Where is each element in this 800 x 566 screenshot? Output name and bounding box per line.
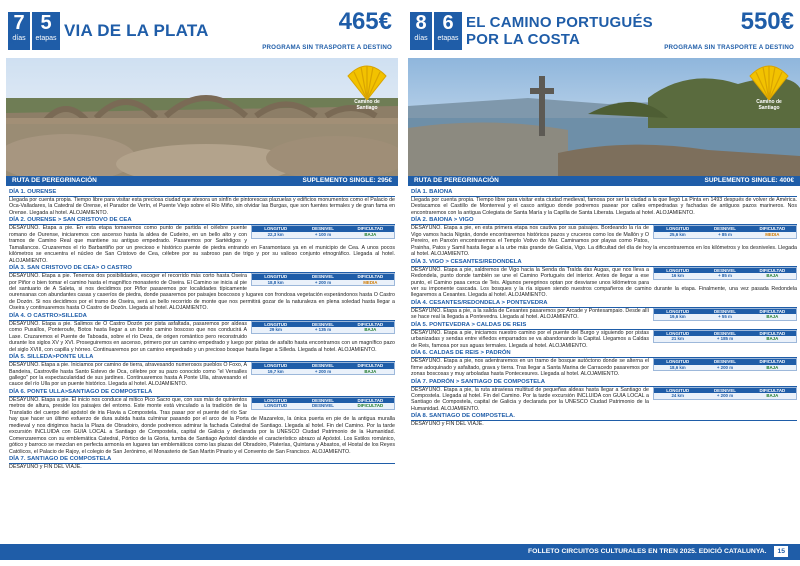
- stats-header-cell: DESNIVEL: [701, 388, 748, 394]
- right-page: [408, 0, 800, 566]
- day-description: DESAYUNO. Etapa a pie, nos adentraremos en un tramo de bosque autóctono donde se alterna el firme adoquinado y asfaltado, grava y tierra. Tras llegar a Santa Marina de Carracedo pasaremos por zonas boscosas y muy arboladas hasta Pontecesures. Llegada al hotel. ALOJAMIENTO.: [411, 358, 649, 378]
- stats-header-cell: DIFICULTAD: [749, 359, 796, 365]
- stage-difficulty: BAJA: [347, 327, 394, 333]
- stats-header-cell: DESNIVEL: [299, 322, 346, 328]
- day-heading: DÍA 3. VIGO > CESANTES/REDONDELA: [411, 259, 797, 267]
- stage-stats: [251, 362, 395, 375]
- stage-stats: [653, 308, 797, 321]
- day-heading: DÍA 7. PADRÓN > SANTIAGO DE COMPOSTELA: [411, 379, 797, 387]
- day-description: Llegada por cuenta propia. Tiempo libre para visitar esta preciosa ciudad que atesora un sinfín de pintorescas plazuelas y edificios monumentos como el Palacio de Oca-Valladares, la Catedral de Orense, el Parador de Verín, el Puente Viejo sobre el Río Miño, sin olvidar las Burgas, que son fuentes termales y de gran fama en Orense. Llegada al hotel. ALOJAMIENTO.: [9, 197, 395, 216]
- tour-price: 465€: [338, 8, 392, 35]
- scallop-shell-icon: [746, 62, 792, 102]
- days-badge: 8 días: [410, 12, 432, 50]
- stages-badge: 6 etapas: [434, 12, 462, 50]
- stats-header-cell: DIFICULTAD: [347, 322, 394, 328]
- tour-price: 550€: [740, 8, 794, 35]
- tour-title: VIA DE LA PLATA: [64, 21, 209, 40]
- stage-length: 29 km: [252, 327, 299, 333]
- stage-elevation: + 200 m: [701, 393, 748, 399]
- stages-badge: 5 etapas: [32, 12, 60, 50]
- stage-difficulty: BAJA: [749, 336, 796, 342]
- day-description: DESAYUNO. Etapa a pie. Iniciamos por camino de tierra, atravesando numerosos pueblos O Foxo, A Bandeira, Castroville hasta Santo Estevo de Oca, célebre por su pazo conocido como "el Versalles gallego" por la espectacularidad de sus jardines. Continuaremos hasta A Ponte Ulla, atravesando el cauce del río Ulla por un puente histórico. Llegada al hotel. ALOJAMIENTO.: [9, 362, 247, 388]
- day-description: DESAYUNO. Etapa a pie. Tenemos dos posibilidades, escoger el recorrido más corto hasta Oseira por Piñor o bien tomar el camino hasta el magnífico monasterio de Oseira. El Camino se inicia al pie del santuario de A Saleta, si nos decidimos por Piñor pasaremos por localidades típicamente ourensanas con abundantes casas y caseríos de piedra, donde pasaremos por paisajes boscosos y lugares con frondosa vegetación esperándonos hasta O Castro de Dozón. Si nos decidimos por el tramo de Oseira, será un bello recorrido de monte que nos permitirá gozar de la naturaleza en plena soledad hasta llegar a Oseira y continuaremos hasta O Castro de Dozón. Llegada al hotel. ALOJAMIENTO.: [9, 273, 395, 312]
- day-heading: DÍA 6. PONTE ULLA>SANTIAGO DE COMPOSTELA: [9, 389, 395, 397]
- footer-text: FOLLETO CIRCUITOS CULTURALES EN TREN 2025. EDICIÓ CATALUNYA.: [528, 548, 767, 555]
- left-page: [6, 0, 398, 566]
- day-description: DESAYUNO. Etapa a pie. En esta etapa tomaremos como punto de partida el célebre puente romano de Ourense, iniciaremos con ascenso hasta la aldea de Cudeiro, en un bello alto y con tramos de Camino Real que mantiene su antiguo empedrado. Pasaremos por Sartédigos y Tamallancos. Cruzaremos el río Barbantiño por un precioso e histórico puente de piedra entrando en Faramontaos ya en el municipio de Cea. A unos pocos kilómetros se encuentra el núcleo de San Cristovo de Cea, célebre por su sabroso pan de trigo y por su valioso conjunto etnográfico. Llegada al hotel. ALOJAMIENTO.: [9, 225, 395, 264]
- stats-header-cell: DIFICULTAD: [749, 268, 796, 274]
- route-strip: RUTA DE PEREGRINACIÓN SUPLEMENTO SINGLE: 400€: [408, 176, 800, 186]
- stage-difficulty: BAJA: [749, 365, 796, 371]
- tour-header: [6, 0, 398, 58]
- camino-shell-logo: Camino de Santiago: [746, 62, 792, 110]
- stats-header-cell: DESNIVEL: [701, 309, 748, 315]
- stats-header-cell: DIFICULTAD: [347, 398, 394, 404]
- day-heading: DÍA 6. CALDAS DE REIS > PADRÓN: [411, 350, 797, 358]
- stage-stats: [653, 330, 797, 343]
- stage-stats: [653, 225, 797, 238]
- tour-header: [408, 0, 800, 58]
- stats-header-cell: DESNIVEL: [701, 226, 748, 232]
- day-description: DESAYUNO y FIN DEL VIAJE.: [411, 421, 484, 428]
- stats-header-cell: DIFICULTAD: [749, 226, 796, 232]
- itinerary: [408, 186, 800, 428]
- stage-difficulty: BAJA: [347, 232, 394, 238]
- stats-header-cell: DESNIVEL: [299, 226, 346, 232]
- scallop-shell-icon: [344, 62, 390, 102]
- stage-stats: [653, 358, 797, 371]
- day-description: DESAYUNO. Etapa a pie. Salimos de O Castro Dozón por pista asfaltada, pasaremos por aldeas como Puxallos, Ponteroufe, Botos hasta llegar a un bonito camino boscoso que nos conducirá A Laxe. Cruzaremos el Puente de Taboada, sobre el río Deza, de origen romántico pero reconstruido durante los siglos XV y XVI. Proseguiremos en ascenso, primero por un camino empedrado y luego por pistas de asfalto hasta encontrarnos con un magnífico pazo del siglo XVIII, con capilla y hórreo. Continuaremos por un camino empedrado y un precioso bosque hasta llegar a Silleda. Llegada al hotel. ALOJAMIENTO.: [9, 320, 395, 353]
- stage-elevation: + 100 m: [299, 232, 346, 238]
- stage-elevation: + 85 m: [701, 232, 748, 238]
- stats-header-cell: LONGITUD: [654, 268, 701, 274]
- footer-bar: [0, 544, 800, 560]
- stats-header-cell: DESNIVEL: [299, 398, 346, 404]
- day-description: DESAYUNO. Etapa a pie, iniciamos nuestro camino por el puente del Burgo y siguiendo por pistas urbanizadas y sendas entre viñedos emparrados se va abandonando la Capital. Llegamos a Caldas de Reis, famosa por sus aguas termales. Llegada al hotel. ALOJAMIENTO.: [411, 329, 649, 349]
- route-strip: RUTA DE PEREGRINACIÓN SUPLEMENTO SINGLE: 295€: [6, 176, 398, 186]
- stats-header-cell: DIFICULTAD: [347, 363, 394, 369]
- day-description: DESAYUNO. Etapa a pie, la ruta atraviesa multitud de pequeñas aldeas hasta llegar a Santiago de Compostela. Llegada al hotel. Fin del Camino. Por la tarde excursión INCLUIDA con GUIA LOCAL a Santiago de Compostela, capital de Galicia y declarada por la UNESCO Ciudad Patrimonio de la Humanidad. ALOJAMIENTO.: [411, 386, 649, 412]
- stage-length: 21 km: [654, 336, 701, 342]
- stage-length: 25,6 km: [654, 232, 701, 238]
- stage-difficulty: BAJA: [749, 393, 796, 399]
- stage-elevation: + 200 m: [701, 365, 748, 371]
- tour-title: EL CAMINO PORTUGUÉS POR LA COSTA: [466, 14, 653, 48]
- stats-header-cell: LONGITUD: [252, 274, 299, 280]
- stage-stats: [653, 267, 797, 280]
- day-heading: DÍA 4. O CASTRO>SILLEDA: [9, 313, 395, 321]
- camino-shell-logo: Camino de Santiago: [344, 62, 390, 110]
- stage-elevation: + 185 m: [701, 336, 748, 342]
- day-heading: DÍA 5. PONTEVEDRA > CALDAS DE REIS: [411, 322, 797, 330]
- stats-header-cell: LONGITUD: [654, 359, 701, 365]
- stage-elevation: + 200 m: [299, 369, 346, 375]
- stats-header-cell: DIFICULTAD: [749, 388, 796, 394]
- bridge-photo: [6, 58, 398, 176]
- day-description: DESAYUNO. Etapa a pie, en esta primera etapa nos cautiva por sus paisajes. Bordeando la ría de Vigo vamos hacia Nigrán, donde encontraremos históricos pazos y cruceros como los de Mallón y O Pereiro, en Panxón encontraremos el Templo Votivo do Mar. Caminamos por playas como Patos, Prainha, Patos y Samil hasta llegar a la urbe más grande de Galicia, Vigo. La dificultad del día de hoy la encontraremos en los kilómetros y los desniveles. Llegada al hotel. ALOJAMIENTO.: [411, 225, 797, 258]
- stats-header-cell: LONGITUD: [654, 226, 701, 232]
- stats-header-cell: DIFICULTAD: [347, 226, 394, 232]
- stage-stats: [251, 397, 395, 410]
- stats-header-cell: DESNIVEL: [701, 331, 748, 337]
- day-description: DESAYUNO. Etapa a pie, a la salida de Cesantes pasaremos por Arcade y Pontesampaio. Desde allí se hace real la llegada a Pontevedra. Llegada al hotel. ALOJAMIENTO.: [411, 307, 649, 321]
- coast-photo: [408, 58, 800, 176]
- program-note: PROGRAMA SIN TRASPORTE A DESTINO: [664, 44, 794, 51]
- stage-difficulty: BAJA: [749, 314, 796, 320]
- stats-header-cell: DESNIVEL: [299, 363, 346, 369]
- day-heading: DÍA 1. OURENSE: [9, 189, 395, 197]
- stats-header-cell: LONGITUD: [252, 398, 299, 404]
- stage-length: LONGITUD: [252, 403, 299, 409]
- stats-header-cell: LONGITUD: [654, 388, 701, 394]
- day-description: Llegada por cuenta propia. Tiempo libre para visitar esta ciudad medieval, famosa por ser la ciudad a la que llegó La Pinta en 1493 después de volver de América. Destacamos el Castillo de Monterreal y el casco antiguo donde podremos pasear por calles empedradas y fachadas de antiguos pazos marineros. Nos encontraremos con la antigua Colegiata de Santa María y la Capilla de Santa Liberata. Llegada al hotel. ALOJAMIENTO.: [411, 197, 797, 216]
- stats-header-cell: LONGITUD: [252, 363, 299, 369]
- stage-stats: [251, 273, 395, 286]
- stage-length: 24 km: [654, 393, 701, 399]
- stats-header-cell: LONGITUD: [654, 309, 701, 315]
- stats-header-cell: DESNIVEL: [299, 274, 346, 280]
- stage-length: 16 km: [654, 273, 701, 279]
- itinerary: [6, 186, 398, 470]
- day-heading: DÍA 2. OURENSE > SAN CRISTOVO DE CEA: [9, 217, 395, 225]
- stage-stats: [251, 225, 395, 238]
- stage-stats: [653, 387, 797, 400]
- day-description: DESAYUNO y FIN DEL VIAJE.: [9, 463, 82, 470]
- stage-length: 18,8 km: [252, 280, 299, 286]
- program-note: PROGRAMA SIN TRASPORTE A DESTINO: [262, 44, 392, 51]
- day-heading: DÍA 2. BAIONA > VIGO: [411, 217, 797, 225]
- stage-elevation: + 85 m: [701, 273, 748, 279]
- stats-header-cell: DESNIVEL: [701, 359, 748, 365]
- day-description: DESAYUNO. Etapa a pie, saldremos de Vigo hacia la Senda da Traída das Augas, que nos lleva a Redondela, punto donde también se une el Camino Portugués del interior. Antes de llegar a ese punto, el Camino pasa cerca de Teis. Algunos peregrinos optan por desviarse unos kilómetros para ver su imponente cascada. Los bosques y la ría siguen siendo nuestros compañeros de camino durante la etapa. Finalmente, una vez pasada Redondela llegaremos a Cesantes. Llegada al hotel. ALOJAMIENTO.: [411, 266, 797, 299]
- stage-difficulty: MEDIA: [347, 280, 394, 286]
- day-heading: DÍA 5. SILLEDA>PONTE ULLA: [9, 354, 395, 362]
- stats-header-cell: DIFICULTAD: [749, 309, 796, 315]
- stage-length: 19,6 km: [654, 314, 701, 320]
- page-number: 15: [774, 546, 788, 557]
- stage-elevation: + 200 m: [299, 280, 346, 286]
- page-marker: 14: [8, 40, 15, 46]
- stage-stats: [251, 321, 395, 334]
- day-heading: DÍA 1. BAIONA: [411, 189, 797, 197]
- stage-difficulty: BAJA: [347, 369, 394, 375]
- stats-header-cell: DESNIVEL: [701, 268, 748, 274]
- stage-elevation: DESNIVEL: [299, 403, 346, 409]
- stats-header-cell: LONGITUD: [252, 322, 299, 328]
- stage-length: 22,3 km: [252, 232, 299, 238]
- stage-difficulty: BAJA: [749, 273, 796, 279]
- stage-elevation: + 135 m: [299, 327, 346, 333]
- day-heading: DÍA 8. SANTIAGO DE COMPOSTELA.: [411, 413, 797, 421]
- day-description: DESAYUNO. Etapa a pie. El inicio nos conduce al mítico Pico Sacro que, con sus más de quinientos metros de altura, preside los paisajes del entorno. Este monte está vinculado a la tradición de la Translatio del cuerpo del apóstol de iria Flavia a Compostela. Tras pasar por el puente del río Sar hay que hacer un último esfuerzo de dura subida hasta culminar pasando por el arco de la Porta de Mazarelos, la única puerta en pie de la antigua muralla medieval y nos dirigimos hacia la Plaza de Obradoiro, donde podremos admirar la fachada Catedral de Santiago. Llegada al hotel. Fin del Camino. Por la tarde excursión INCLUIDA con GUIA LOCAL a Santiago de Compostela, capital de Galicia y declarada por la UNESCO Ciudad Patrimonio de la Humanidad. Comenzaremos con su emblemática Catedral, Pórtico de la Gloria, tumba de Santiago Apóstol dándole el característico abrazo al Apóstol. Los Estilos románico, gótico y barroco se mezclan en perfecta armonía en lugares tan emblemáticos como las plazas del Obradoiro, Platerías, Quintana y Abastos, el Hostal de los Reyes Católicos, el Palacio de Rajoy, el colegio de San Jerónimo, el Monasterio de San Martin Pinario y el Convento de San Francisco. ALOJAMIENTO.: [9, 396, 395, 455]
- stage-length: 19,7 km: [252, 369, 299, 375]
- stats-header-cell: DIFICULTAD: [749, 331, 796, 337]
- stats-header-cell: DIFICULTAD: [347, 274, 394, 280]
- days-badge: 7 días: [8, 12, 30, 50]
- day-heading: DÍA 3. SAN CRISTOVO DE CEA> O CASTRO: [9, 265, 395, 273]
- day-heading: DÍA 7. SANTIAGO DE COMPOSTELA: [9, 456, 395, 464]
- day-heading: DÍA 4. CESANTES/REDONDELA > PONTEVEDRA: [411, 300, 797, 308]
- stats-header-cell: LONGITUD: [252, 226, 299, 232]
- stage-difficulty: MEDIA: [749, 232, 796, 238]
- stats-header-cell: LONGITUD: [654, 331, 701, 337]
- stage-elevation: + 55 m: [701, 314, 748, 320]
- stage-length: 18,6 km: [654, 365, 701, 371]
- stage-difficulty: DIFICULTAD: [347, 403, 394, 409]
